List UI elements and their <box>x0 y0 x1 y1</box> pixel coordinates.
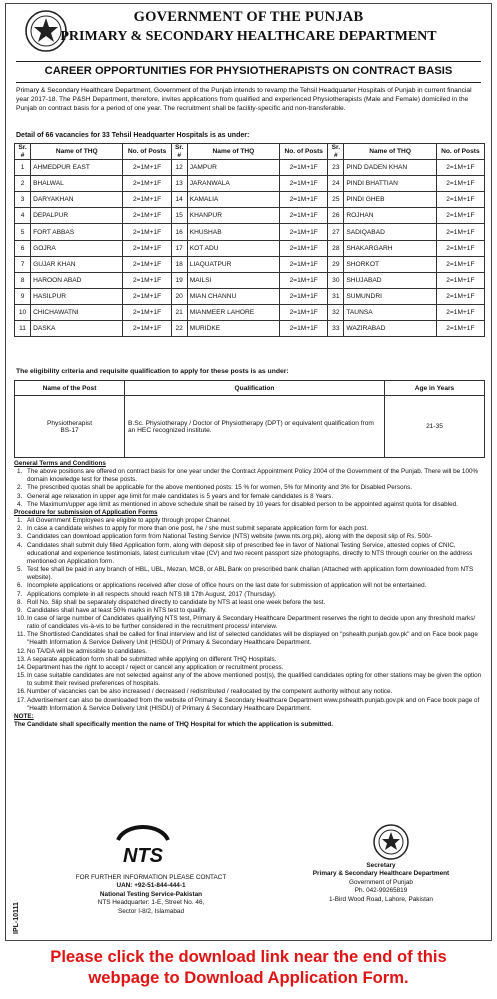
procedure-item-number: 3. <box>17 533 23 541</box>
procedure-item-text: Candidates can download application form from National Testing Service (NTS) website (www.nts.org.pk), along with the deposit slip of Rs. 500/- <box>27 533 433 541</box>
advertisement <box>5 3 492 941</box>
col-posts: No. of Posts <box>280 144 328 160</box>
col-qualification: Qualification <box>125 381 385 396</box>
col-post-name: Name of the Post <box>15 381 125 396</box>
term-item <box>14 493 483 501</box>
thq-name-cell: KOT ADU <box>187 240 279 256</box>
table-row <box>15 176 485 192</box>
post-name: Physiotherapist <box>46 419 93 427</box>
thq-name-cell: DASKA <box>31 321 123 337</box>
secretary-gov: Government of Punjab <box>349 878 413 886</box>
thq-sr-cell: 8 <box>15 272 31 288</box>
thq-posts-cell: 2=1M+1F <box>436 321 484 337</box>
procedure-item <box>14 607 483 615</box>
thq-posts-cell: 2=1M+1F <box>123 160 171 176</box>
procedure-item-number: 7. <box>17 590 23 598</box>
procedure-item-text: Department has the right to accept / reject or cancel any application or recruitment process. <box>27 663 284 671</box>
nts-address-1: NTS Headquarter: 1-E, Street No. 46, <box>97 899 205 907</box>
qualification-cell: B.Sc. Physiotherapy / Doctor of Physiotherapy (DPT) or equivalent qualification from an HEC recognized institute. <box>125 396 385 458</box>
procedure-item <box>14 688 483 696</box>
nts-name: National Testing Service-Pakistan <box>99 890 203 898</box>
thq-sr-cell: 21 <box>171 304 187 320</box>
thq-name-cell: HAROON ABAD <box>31 272 123 288</box>
thq-name-cell: MIAN CHANNU <box>187 288 279 304</box>
term-item-number: 4. <box>17 500 23 508</box>
term-item <box>14 468 483 484</box>
term-item-number: 2. <box>17 484 23 492</box>
thq-sr-cell: 6 <box>15 240 31 256</box>
thq-posts-cell: 2=1M+1F <box>280 224 328 240</box>
thq-posts-cell: 2=1M+1F <box>280 240 328 256</box>
table-row <box>15 321 485 337</box>
thq-posts-cell: 2=1M+1F <box>123 208 171 224</box>
terms-title: General Terms and Conditions <box>14 460 106 467</box>
procedure-item <box>14 656 483 664</box>
title-banner: CAREER OPPORTUNITIES FOR PHYSIOTHERAPISTS ON CONTRACT BASIS <box>16 61 481 83</box>
thq-sr-cell: 15 <box>171 208 187 224</box>
qualification-row <box>15 396 485 458</box>
thq-posts-cell: 2=1M+1F <box>123 321 171 337</box>
table-row <box>15 192 485 208</box>
procedure-item-number: 17. <box>17 696 26 704</box>
note-title: NOTE: <box>14 712 34 720</box>
table-row <box>15 224 485 240</box>
thq-posts-cell: 2=1M+1F <box>280 192 328 208</box>
procedure-item-number: 12. <box>17 647 26 655</box>
thq-name-cell: SADIQABAD <box>344 224 436 240</box>
thq-sr-cell: 17 <box>171 240 187 256</box>
thq-sr-cell: 29 <box>328 256 344 272</box>
table-row <box>15 208 485 224</box>
procedure-item-text: In case suitable candidates are not selected against any of the above mentioned post(s), the qualified candidates opting for other stations may be given the option to submit their revised preferences of hospitals. <box>27 672 482 688</box>
thq-posts-cell: 2=1M+1F <box>123 224 171 240</box>
thq-sr-cell: 7 <box>15 256 31 272</box>
thq-posts-cell: 2=1M+1F <box>436 208 484 224</box>
thq-sr-cell: 1 <box>15 160 31 176</box>
thq-posts-cell: 2=1M+1F <box>436 304 484 320</box>
header-department: PRIMARY & SECONDARY HEALTHCARE DEPARTMENT <box>60 29 437 44</box>
thq-table-header-row <box>15 144 485 160</box>
col-sr: Sr. # <box>171 144 187 160</box>
term-item-number: 1. <box>17 468 23 476</box>
thq-posts-cell: 2=1M+1F <box>280 304 328 320</box>
procedure-item <box>14 525 483 533</box>
notice-line-1: Please click the download link near the end of this <box>50 947 447 966</box>
term-item-text: General age relaxation in upper age limit for male candidates is 5 years and for female candidates is 8 Years. <box>27 492 334 500</box>
procedure-item <box>14 697 483 713</box>
col-age: Age in Years <box>385 381 485 396</box>
procedure-item-text: In case of large number of Candidates qualifying NTS test, Primary & Secondary Healthcare Department reserves the right to decide upon any threshold marks/ ratio of candidates vis-à-vis to be further considered in the recruitment process/ interview. <box>27 614 476 631</box>
thq-posts-cell: 2=1M+1F <box>436 272 484 288</box>
thq-name-cell: WAZIRABAD <box>344 321 436 337</box>
procedure-item-number: 1. <box>17 517 23 525</box>
eligibility-heading: The eligibility criteria and requisite qualification to apply for these posts is as under: <box>16 368 289 375</box>
thq-name-cell: SUMUNDRI <box>344 288 436 304</box>
thq-name-cell: MURIDKE <box>187 321 279 337</box>
thq-posts-cell: 2=1M+1F <box>280 176 328 192</box>
col-name: Name of THQ <box>31 144 123 160</box>
thq-posts-cell: 2=1M+1F <box>280 208 328 224</box>
procedure-item-text: Candidates shall submit duly filled Application form, along with deposit slip of prescribed fee in favor of National Testing Service, attested copies of CNIC, educational and experience testimonials, latest curriculum vitae (CV) and two recent passport size photographs, directly to NTS through courier on the address mentioned on Application form. <box>27 541 473 565</box>
thq-name-cell: GUJAR KHAN <box>31 256 123 272</box>
procedure-item-text: In case a candidate wishes to apply for more than one post, he / she must submit separate application form for each post. <box>27 525 368 533</box>
term-item-text: The above positions are offered on contract basis for one year under the Contract Appointment Policy 2004 of the Government of the Punjab. There will be 100% domain knowledge test for these posts. <box>27 468 479 484</box>
table-row <box>15 304 485 320</box>
nts-contact-block <box>56 874 246 916</box>
procedure-item-text: No TA/DA will be admissible to candidates. <box>27 647 148 655</box>
thq-sr-cell: 19 <box>171 272 187 288</box>
post-cell <box>15 396 125 458</box>
thq-sr-cell: 5 <box>15 224 31 240</box>
procedure-item-text: Candidates shall have at least 50% marks in NTS test to qualify. <box>27 606 207 614</box>
thq-name-cell: PINDI GHEB <box>344 192 436 208</box>
thq-name-cell: BHALWAL <box>31 176 123 192</box>
thq-sr-cell: 3 <box>15 192 31 208</box>
procedure-item-number: 13. <box>17 655 26 663</box>
thq-name-cell: KHANPUR <box>187 208 279 224</box>
thq-sr-cell: 12 <box>171 160 187 176</box>
secretary-address: 1-Bird Wood Road, Lahore, Pakistan <box>329 895 433 903</box>
procedure-item-number: 6. <box>17 582 23 590</box>
procedure-title: Procedure for submission of Application Forms <box>14 508 158 516</box>
procedure-item-number: 16. <box>17 688 26 696</box>
procedure-item <box>14 599 483 607</box>
nts-contact-line: FOR FURTHER INFORMATION PLEASE CONTACT <box>75 874 227 881</box>
procedure-item-number: 8. <box>17 598 23 606</box>
nts-logo-text: NTS <box>123 845 163 867</box>
thq-posts-cell: 2=1M+1F <box>280 256 328 272</box>
procedure-item <box>14 591 483 599</box>
term-item <box>14 501 483 509</box>
procedure-item-text: The Shortlisted Candidates shall be called for final interview and list of selected candidates will be displayed on "pshealth.punjab.gov.pk" and on Face book page "Health Information & Service Delivery Unit (HISDU) of Primary & Secondary Healthcare Department. <box>27 631 478 647</box>
nts-uan: UAN: +92-51-844-444-1 <box>116 882 186 890</box>
post-scale: BS-17 <box>60 426 79 434</box>
thq-name-cell: SHUJABAD <box>344 272 436 288</box>
secretary-phone: Ph. 042-99265819 <box>354 887 408 895</box>
procedure-item-text: A separate application form shall be submitted while applying on different THQ Hospitals. <box>27 655 277 663</box>
age-cell: 21-35 <box>385 396 485 458</box>
ipl-number: IPL-10111 <box>13 902 20 934</box>
term-item-text: The prescribed quotas shall be applicable for the above mentioned posts: 15 % for women, 5% for Minority and 3% for Disabled Persons. <box>27 484 413 492</box>
procedure-item <box>14 542 483 566</box>
thq-sr-cell: 22 <box>171 321 187 337</box>
thq-vacancy-table <box>14 143 485 337</box>
header-government: GOVERNMENT OF THE PUNJAB <box>133 9 364 25</box>
thq-sr-cell: 2 <box>15 176 31 192</box>
procedure-item-number: 2. <box>17 525 23 533</box>
qualification-header-row <box>15 381 485 396</box>
procedure-item-number: 10. <box>17 614 26 622</box>
col-posts: No. of Posts <box>123 144 171 160</box>
thq-name-cell: PIND DADEN KHAN <box>344 160 436 176</box>
term-item-number: 3. <box>17 492 23 500</box>
procedure-item-text: Roll No. Slip shall be separately dispatched directly to candidate by NTS at least one week before the test. <box>27 598 326 606</box>
procedure-item-text: Advertisement can also be downloaded from the website of Primary & Secondary Healthcare Department www.pshealth.punjab.gov.pk and on Face book page of "Health Information & Service Delivery Unit (HISDU) of Primary & Secondary Healthcare Department. <box>27 696 480 712</box>
thq-posts-cell: 2=1M+1F <box>436 160 484 176</box>
procedure-item-text: Test fee shall be paid in any branch of HBL, UBL, Mezan, MCB, or ABL Bank on prescribed bank challan (Attached with application form downloaded from NTS website). <box>27 566 474 582</box>
term-item <box>14 484 483 492</box>
nts-address-2: Sector I-8/2, Islamabad <box>117 907 185 915</box>
procedure-item <box>14 533 483 541</box>
col-name: Name of THQ <box>344 144 436 160</box>
secretary-block <box>276 862 486 904</box>
table-row <box>15 288 485 304</box>
procedure-item-text: Incomplete applications or applications received after close of office hours on the last date for submission of application will not be entertained. <box>27 582 427 590</box>
procedure-item <box>14 566 483 582</box>
thq-posts-cell: 2=1M+1F <box>436 176 484 192</box>
thq-posts-cell: 2=1M+1F <box>436 256 484 272</box>
thq-sr-cell: 18 <box>171 256 187 272</box>
thq-posts-cell: 2=1M+1F <box>436 240 484 256</box>
procedure-item <box>14 582 483 590</box>
thq-sr-cell: 30 <box>328 272 344 288</box>
thq-name-cell: TAUNSA <box>344 304 436 320</box>
thq-name-cell: MAILSI <box>187 272 279 288</box>
nts-logo-icon <box>110 822 176 870</box>
procedure-item-text: Number of vacancies can be also increased / decreased / redistributed / reallocated by the competent authority without any notice. <box>27 688 393 696</box>
secretary-dept: Primary & Secondary Healthcare Department <box>312 870 450 878</box>
thq-posts-cell: 2=1M+1F <box>123 192 171 208</box>
thq-posts-cell: 2=1M+1F <box>123 240 171 256</box>
table-row <box>15 256 485 272</box>
thq-sr-cell: 33 <box>328 321 344 337</box>
thq-name-cell: HASILPUR <box>31 288 123 304</box>
procedure-item-number: 9. <box>17 606 23 614</box>
thq-posts-cell: 2=1M+1F <box>280 321 328 337</box>
procedure-item-text: Applications complete in all respects should reach NTS till 17th August, 2017 (Thursday). <box>27 590 277 598</box>
vacancy-detail-heading: Detail of 66 vacancies for 33 Tehsil Headquarter Hospitals is as under: <box>16 132 250 139</box>
secretary-title: Secretary <box>366 862 396 869</box>
thq-sr-cell: 4 <box>15 208 31 224</box>
procedure-item-number: 15. <box>17 672 26 680</box>
thq-sr-cell: 26 <box>328 208 344 224</box>
procedure-item <box>14 672 483 688</box>
thq-sr-cell: 14 <box>171 192 187 208</box>
procedure-item-number: 5. <box>17 566 23 574</box>
thq-name-cell: KAMALIA <box>187 192 279 208</box>
note-text: The Candidate shall specifically mention the name of THQ Hospital for which the application is submitted. <box>14 721 333 728</box>
thq-name-cell: MIANMEER LAHORE <box>187 304 279 320</box>
procedure-item-number: 14. <box>17 663 26 671</box>
procedure-item <box>14 648 483 656</box>
procedure-item-text: All Government Employees are eligible to apply through proper Channel. <box>27 517 231 525</box>
col-sr: Sr. # <box>15 144 31 160</box>
thq-posts-cell: 2=1M+1F <box>436 192 484 208</box>
col-sr: Sr. # <box>328 144 344 160</box>
procedure-item <box>14 664 483 672</box>
thq-name-cell: SHAKARGARH <box>344 240 436 256</box>
thq-name-cell: FORT ABBAS <box>31 224 123 240</box>
thq-name-cell: AHMEDPUR EAST <box>31 160 123 176</box>
term-item-text: The Maximum/upper age limit as mentioned in above schedule shall be raised by 10 years for disabled person to be appointed against quota for disabled. <box>27 500 458 508</box>
thq-posts-cell: 2=1M+1F <box>123 176 171 192</box>
thq-posts-cell: 2=1M+1F <box>123 304 171 320</box>
table-row <box>15 240 485 256</box>
thq-name-cell: CHICHAWATNI <box>31 304 123 320</box>
qualification-table <box>14 380 485 458</box>
procedure-item <box>14 631 483 647</box>
thq-sr-cell: 25 <box>328 192 344 208</box>
thq-sr-cell: 31 <box>328 288 344 304</box>
thq-posts-cell: 2=1M+1F <box>123 256 171 272</box>
procedure-item-number: 11. <box>17 631 26 639</box>
intro-paragraph: Primary & Secondary Healthcare Department, Government of the Punjab intends to revamp the Tehsil Headquarter Hospitals of Punjab in current financial year 2017-18. The P&SH Department, therefore, invites applications from qualified and experienced Physiotherapists (Male and Female) domiciled in the Punjab on contract basis for a period of one year. The recruitment shall be facility-specific and non-transferable. <box>16 87 472 112</box>
table-row <box>15 272 485 288</box>
thq-sr-cell: 11 <box>15 321 31 337</box>
thq-name-cell: ROJHAN <box>344 208 436 224</box>
thq-name-cell: LIAQUATPUR <box>187 256 279 272</box>
thq-sr-cell: 24 <box>328 176 344 192</box>
thq-posts-cell: 2=1M+1F <box>280 160 328 176</box>
thq-sr-cell: 23 <box>328 160 344 176</box>
thq-sr-cell: 28 <box>328 240 344 256</box>
thq-posts-cell: 2=1M+1F <box>123 272 171 288</box>
terms-section <box>14 460 483 729</box>
thq-posts-cell: 2=1M+1F <box>280 288 328 304</box>
thq-sr-cell: 16 <box>171 224 187 240</box>
thq-sr-cell: 10 <box>15 304 31 320</box>
procedure-item-number: 4. <box>17 541 23 549</box>
thq-sr-cell: 13 <box>171 176 187 192</box>
thq-name-cell: DARYAKHAN <box>31 192 123 208</box>
thq-name-cell: GOJRA <box>31 240 123 256</box>
col-name: Name of THQ <box>187 144 279 160</box>
thq-sr-cell: 27 <box>328 224 344 240</box>
thq-name-cell: PINDI BHATTIAN <box>344 176 436 192</box>
thq-name-cell: JARANWALA <box>187 176 279 192</box>
download-notice <box>0 946 497 988</box>
thq-name-cell: SHORKOT <box>344 256 436 272</box>
thq-name-cell: KHUSHAB <box>187 224 279 240</box>
thq-posts-cell: 2=1M+1F <box>436 288 484 304</box>
thq-sr-cell: 32 <box>328 304 344 320</box>
thq-name-cell: JAMPUR <box>187 160 279 176</box>
table-row <box>15 160 485 176</box>
thq-posts-cell: 2=1M+1F <box>123 288 171 304</box>
procedure-item <box>14 615 483 631</box>
thq-sr-cell: 9 <box>15 288 31 304</box>
notice-line-2: webpage to Download Application Form. <box>88 968 409 987</box>
thq-posts-cell: 2=1M+1F <box>436 224 484 240</box>
thq-posts-cell: 2=1M+1F <box>280 272 328 288</box>
col-posts: No. of Posts <box>436 144 484 160</box>
thq-name-cell: DEPALPUR <box>31 208 123 224</box>
procedure-item <box>14 517 483 525</box>
thq-sr-cell: 20 <box>171 288 187 304</box>
